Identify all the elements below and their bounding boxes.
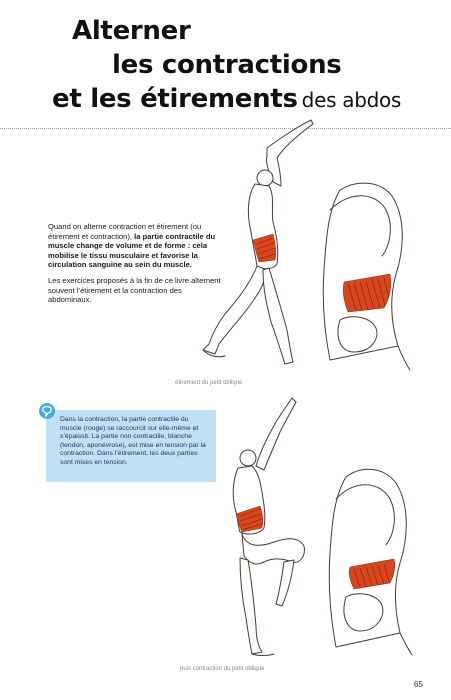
figure-contraction-pose: [212, 396, 322, 656]
caption-stretch: étirement du petit oblique: [175, 380, 243, 386]
intro-paragraph-2: Les exercices proposés à la fin de ce livre alternent souvent l’étirement et la contraction des abdominaux.: [48, 275, 221, 305]
head-shape: [257, 170, 273, 186]
page-number: 65: [414, 680, 423, 689]
title-line-3: [52, 84, 401, 114]
info-note-text: Dans la contraction, la partie contractile du muscle (rouge) se raccourcit sur elle-même et s’épaissit. La partie non contractile, blanche (tendon, aponévrose), est mise en tension par la contraction. Dans l’étirement, les deux parties sont mises en tension.: [60, 416, 206, 466]
head-shape-2: [240, 450, 256, 466]
speech-bubble-icon: [39, 403, 55, 419]
title-line-3-bold: et les étirements: [52, 84, 298, 114]
intro-p1-start: Quand on alterne contraction et étirement (ou étirement et contraction),: [48, 222, 202, 241]
title-line-1: Alterner: [72, 16, 191, 46]
info-note: [46, 410, 216, 482]
detail-contraction-torso: [318, 455, 418, 655]
figure-stretch-pose: [195, 118, 305, 373]
caption-contraction: puis contraction du petit oblique: [180, 666, 265, 672]
detail-stretch-torso: [310, 170, 415, 370]
intro-p1-bold: la partie contractile du muscle change de volume et de forme : cela mobilise le tissu musculaire et favorise la circulation sanguine au sein du muscle.: [48, 231, 216, 270]
title-line-3-light: des abdos: [301, 88, 402, 112]
title-line-2: les contractions: [112, 50, 342, 80]
